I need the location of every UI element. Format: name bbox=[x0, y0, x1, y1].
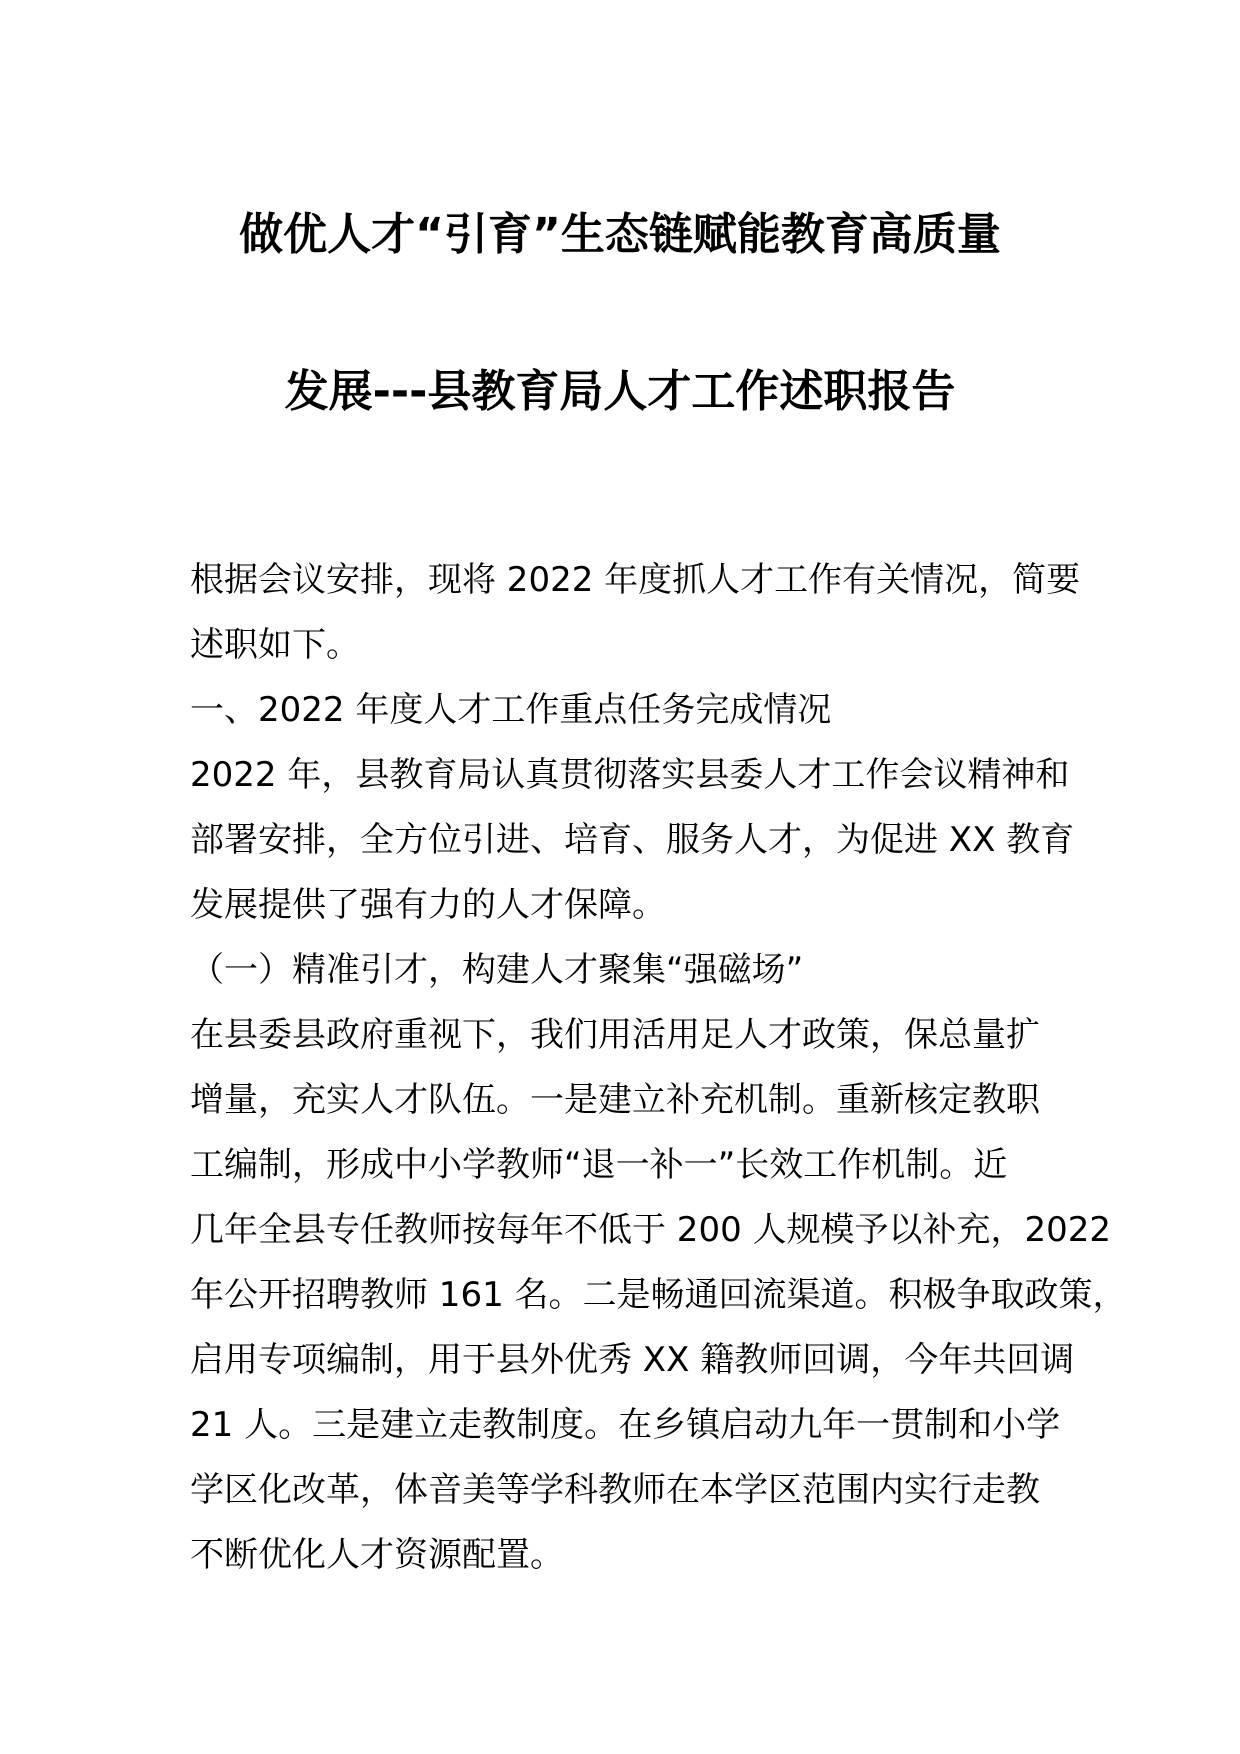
document-title-line-2: 发展---县教育局人才工作述职报告 bbox=[284, 366, 956, 417]
document-body bbox=[190, 548, 1127, 1588]
body-line-9: 几年全县专任教师按每年不低于 200 人规模予以补充，2022 bbox=[190, 1210, 1112, 1250]
document-title-line-1: 做优人才“引育”生态链赋能教育高质量 bbox=[239, 209, 1001, 260]
body-line-11: 启用专项编制，用于县外优秀 XX 籍教师回调，今年共回调 bbox=[190, 1340, 1075, 1380]
section-heading-1: 一、2022 年度人才工作重点任务完成情况 bbox=[190, 690, 832, 730]
body-line-13: 学区化改革，体音美等学科教师在本学区范围内实行走教 bbox=[190, 1470, 1040, 1510]
subsection-heading-1: （一）精准引才，构建人才聚集“强磁场” bbox=[190, 950, 804, 990]
body-line-6: 在县委县政府重视下，我们用活用足人才政策，保总量扩 bbox=[190, 1015, 1040, 1055]
body-line-8: 工编制，形成中小学教师“退一补一”长效工作机制。近 bbox=[190, 1145, 1008, 1185]
body-line-3: 2022 年，县教育局认真贯彻落实县委人才工作会议精神和 bbox=[190, 755, 1070, 795]
body-line-5: 发展提供了强有力的人才保障。 bbox=[190, 885, 666, 925]
body-line-14: 不断优化人才资源配置。 bbox=[190, 1535, 564, 1575]
body-line-4: 部署安排，全方位引进、培育、服务人才，为促进 XX 教育 bbox=[190, 820, 1075, 860]
body-line-12: 21 人。三是建立走教制度。在乡镇启动九年一贯制和小学 bbox=[190, 1405, 1061, 1445]
body-line-2: 述职如下。 bbox=[190, 625, 360, 665]
body-line-10: 年公开招聘教师 161 名。二是畅通回流渠道。积极争取政策， bbox=[190, 1275, 1127, 1315]
body-line-7: 增量，充实人才队伍。一是建立补充机制。重新核定教职 bbox=[190, 1080, 1040, 1120]
body-line-1: 根据会议安排，现将 2022 年度抓人才工作有关情况，简要 bbox=[190, 560, 1081, 600]
